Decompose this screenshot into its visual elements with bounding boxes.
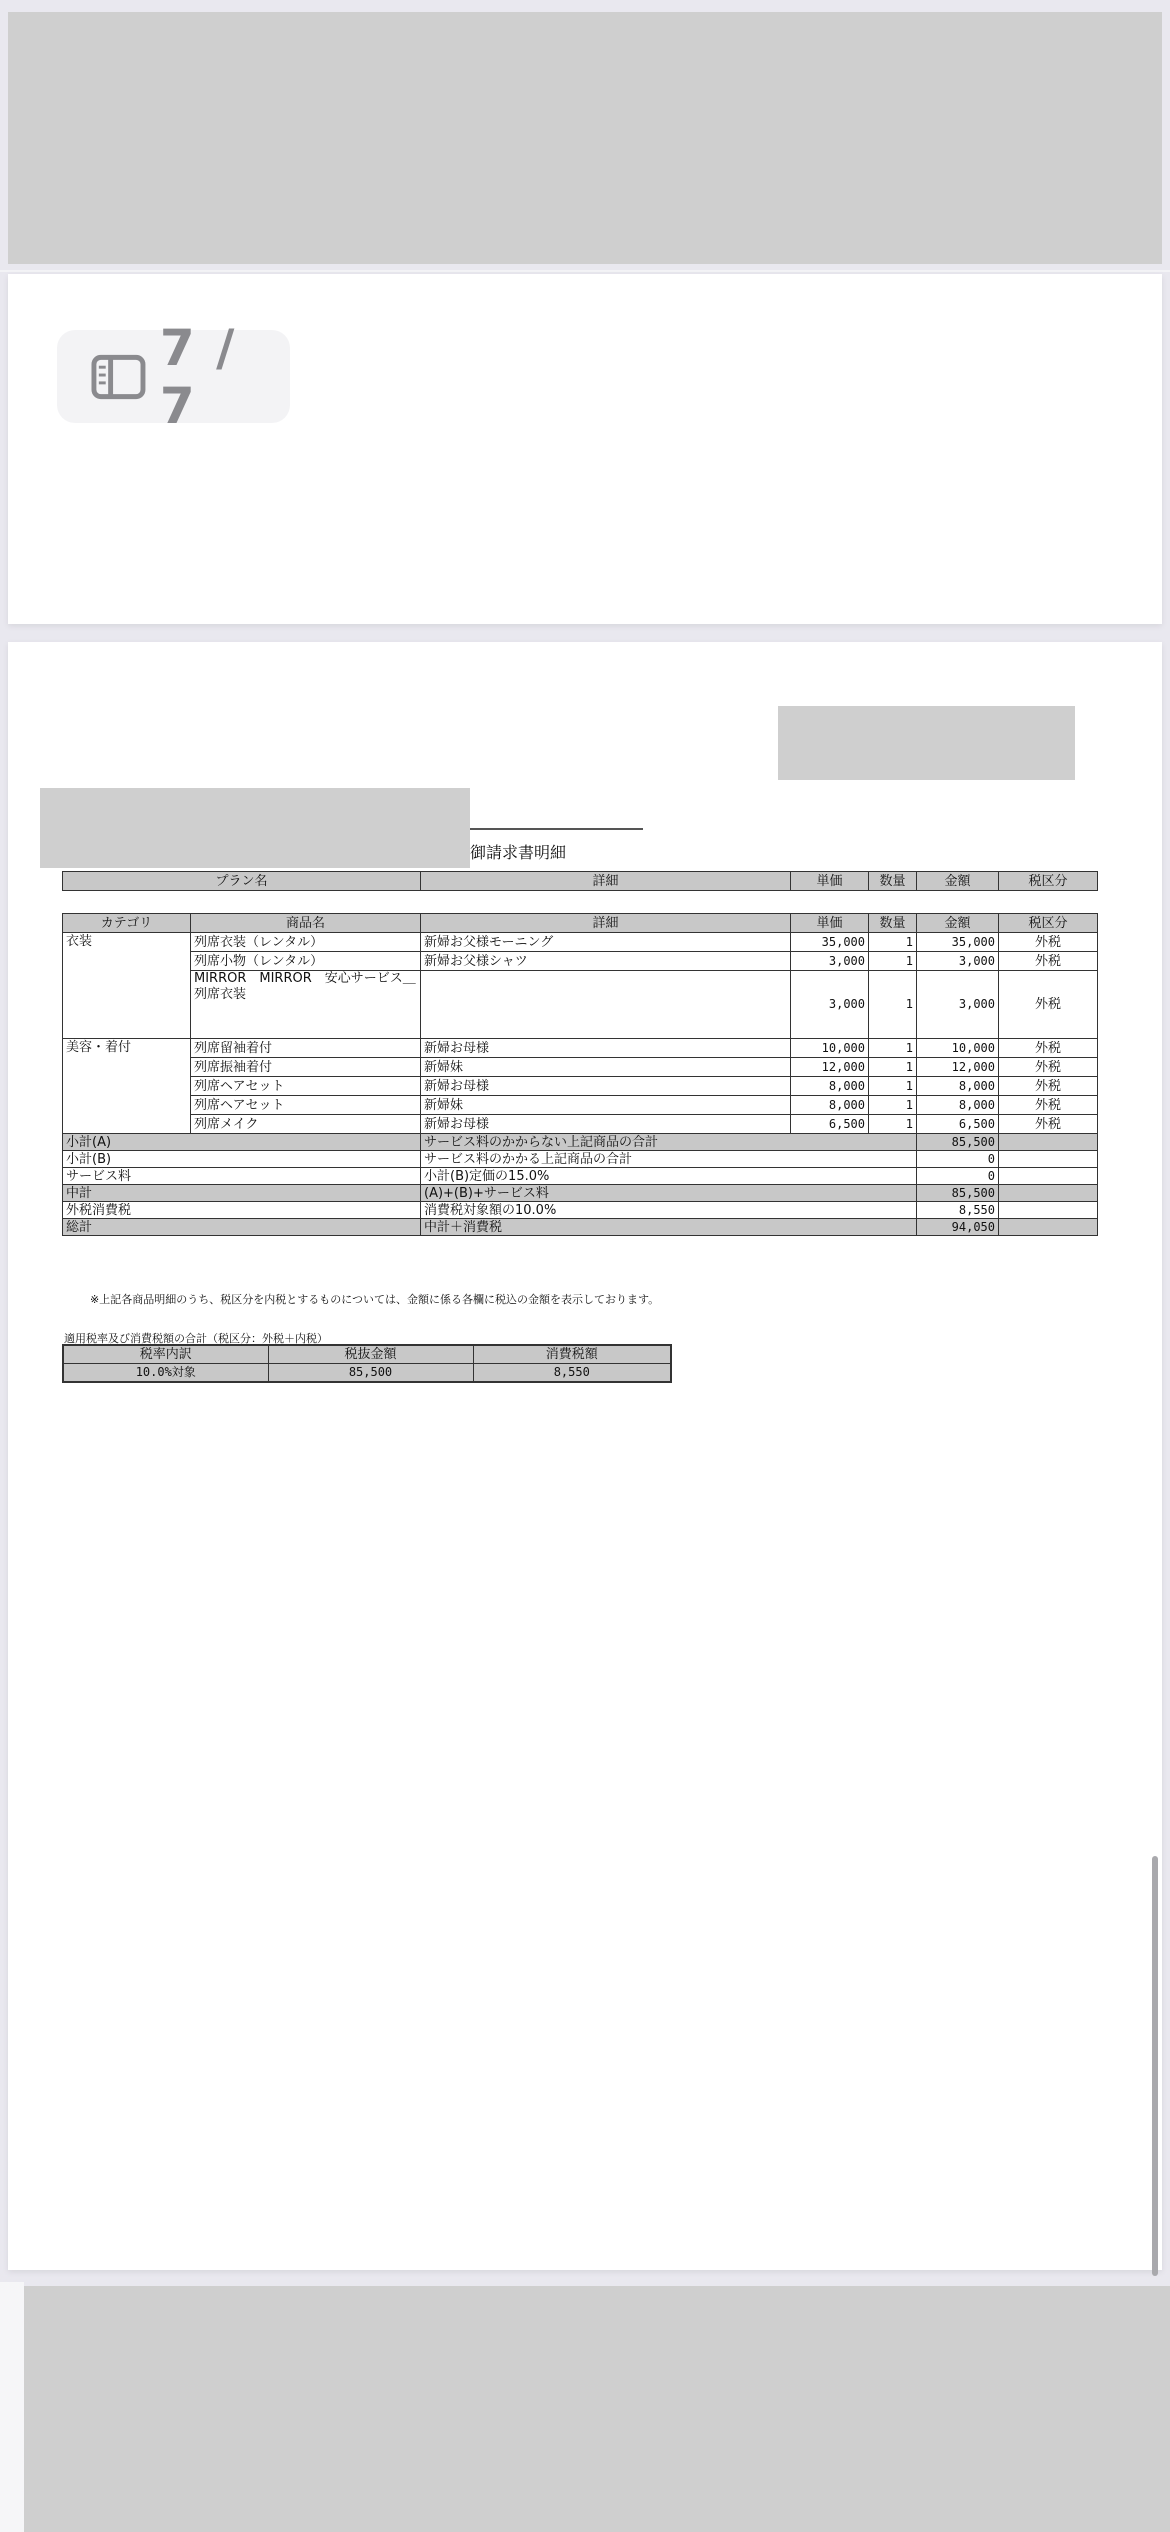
table-row <box>63 1115 1098 1134</box>
table-row <box>63 1058 1098 1077</box>
table-row <box>63 952 1098 971</box>
summary-empty <box>999 1202 1098 1219</box>
qty: 1 <box>869 1096 917 1115</box>
summary-detail: 消費税対象額の10.0% <box>421 1202 917 1219</box>
table-row <box>63 1096 1098 1115</box>
col-tax: 税区分 <box>999 872 1098 891</box>
col-qty: 数量 <box>869 872 917 891</box>
col-amount: 金額 <box>917 914 999 933</box>
product-name: 列席メイク <box>191 1115 421 1134</box>
bottom-margin <box>0 2282 24 2532</box>
detail: 新婦お父様モーニング <box>421 933 791 952</box>
amount: 8,000 <box>917 1096 999 1115</box>
redacted-block <box>40 788 470 868</box>
scrollbar[interactable] <box>1152 1856 1158 2276</box>
detail: 新婦妹 <box>421 1058 791 1077</box>
detail <box>421 971 791 1039</box>
col-qty: 数量 <box>869 914 917 933</box>
product-name: 列席ヘアセット <box>191 1077 421 1096</box>
summary-row <box>63 1185 1098 1202</box>
col-plan-name: プラン名 <box>63 872 421 891</box>
summary-empty <box>999 1151 1098 1168</box>
amount: 3,000 <box>917 971 999 1039</box>
summary-row <box>63 1134 1098 1151</box>
product-name: 列席小物（レンタル） <box>191 952 421 971</box>
tax-type: 外税 <box>999 1039 1098 1058</box>
unit-price: 8,000 <box>791 1077 869 1096</box>
summary-row <box>63 1151 1098 1168</box>
col-tax-amount: 消費税額 <box>473 1345 671 1364</box>
page-indicator[interactable] <box>57 318 290 435</box>
amount: 3,000 <box>917 952 999 971</box>
detail: 新婦妹 <box>421 1096 791 1115</box>
amount: 10,000 <box>917 1039 999 1058</box>
amount: 6,500 <box>917 1115 999 1134</box>
qty: 1 <box>869 1077 917 1096</box>
detail: 新婦お母様 <box>421 1077 791 1096</box>
summary-row <box>63 1202 1098 1219</box>
summary-label: 小計(B) <box>63 1151 421 1168</box>
tax-rate: 10.0%対象 <box>63 1364 268 1383</box>
qty: 1 <box>869 1039 917 1058</box>
col-tax-rate: 税率内訳 <box>63 1345 268 1364</box>
unit-price: 3,000 <box>791 971 869 1039</box>
summary-amount: 85,500 <box>917 1134 999 1151</box>
summary-amount: 8,550 <box>917 1202 999 1219</box>
table-row <box>63 1077 1098 1096</box>
tax-type: 外税 <box>999 1096 1098 1115</box>
tax-type: 外税 <box>999 933 1098 952</box>
summary-amount: 0 <box>917 1151 999 1168</box>
sidebar-panel-icon <box>91 354 146 400</box>
summary-label: 外税消費税 <box>63 1202 421 1219</box>
product-name: 列席振袖着付 <box>191 1058 421 1077</box>
col-detail: 詳細 <box>421 914 791 933</box>
amount: 35,000 <box>917 933 999 952</box>
product-name: MIRROR MIRROR 安心サービス＿列席衣装 <box>191 971 421 1039</box>
summary-label: 中計 <box>63 1185 421 1202</box>
items-table <box>62 913 1098 1236</box>
category-cell: 美容・着付 <box>63 1039 191 1134</box>
product-name: 列席ヘアセット <box>191 1096 421 1115</box>
tax-type: 外税 <box>999 952 1098 971</box>
tax-amount: 8,550 <box>473 1364 671 1383</box>
summary-label: 小計(A) <box>63 1134 421 1151</box>
unit-price: 3,000 <box>791 952 869 971</box>
summary-detail: サービス料のかかる上記商品の合計 <box>421 1151 917 1168</box>
qty: 1 <box>869 952 917 971</box>
col-tax: 税区分 <box>999 914 1098 933</box>
qty: 1 <box>869 933 917 952</box>
col-amount: 金額 <box>917 872 999 891</box>
qty: 1 <box>869 1058 917 1077</box>
summary-amount: 94,050 <box>917 1219 999 1236</box>
category-cell: 衣装 <box>63 933 191 1039</box>
summary-empty <box>999 1185 1098 1202</box>
qty: 1 <box>869 971 917 1039</box>
unit-price: 10,000 <box>791 1039 869 1058</box>
tax-type: 外税 <box>999 1115 1098 1134</box>
amount: 8,000 <box>917 1077 999 1096</box>
redacted-footer-area <box>24 2286 1170 2532</box>
summary-amount: 0 <box>917 1168 999 1185</box>
col-unit-price: 単価 <box>791 914 869 933</box>
detail: 新婦お母様 <box>421 1115 791 1134</box>
product-name: 列席留袖着付 <box>191 1039 421 1058</box>
redacted-block <box>778 706 1075 780</box>
title-rule <box>470 828 643 830</box>
table-row <box>63 971 1098 1039</box>
table-row <box>63 1039 1098 1058</box>
plan-header-table <box>62 871 1098 891</box>
summary-label: サービス料 <box>63 1168 421 1185</box>
col-detail: 詳細 <box>421 872 791 891</box>
unit-price: 8,000 <box>791 1096 869 1115</box>
tax-type: 外税 <box>999 1058 1098 1077</box>
summary-empty <box>999 1168 1098 1185</box>
unit-price: 6,500 <box>791 1115 869 1134</box>
summary-detail: サービス料のかからない上記商品の合計 <box>421 1134 917 1151</box>
redacted-header-area <box>8 12 1162 264</box>
unit-price: 35,000 <box>791 933 869 952</box>
summary-row <box>63 1219 1098 1236</box>
detail: 新婦お母様 <box>421 1039 791 1058</box>
summary-empty <box>999 1219 1098 1236</box>
tax-summary-table <box>62 1344 672 1383</box>
divider <box>0 270 1170 272</box>
col-product: 商品名 <box>191 914 421 933</box>
summary-amount: 85,500 <box>917 1185 999 1202</box>
amount: 12,000 <box>917 1058 999 1077</box>
summary-label: 総計 <box>63 1219 421 1236</box>
pre-tax-amount: 85,500 <box>268 1364 473 1383</box>
product-name: 列席衣装（レンタル） <box>191 933 421 952</box>
table-row <box>63 933 1098 952</box>
page-count: 7 / 7 <box>159 318 237 435</box>
tax-type: 外税 <box>999 971 1098 1039</box>
col-unit-price: 単価 <box>791 872 869 891</box>
qty: 1 <box>869 1115 917 1134</box>
tax-note: ※上記各商品明細のうち、税区分を内税とするものについては、金額に係る各欄に税込の金額を表示しております。 <box>90 1293 660 1306</box>
document-title: 御請求書明細 <box>470 843 567 862</box>
tax-type: 外税 <box>999 1077 1098 1096</box>
col-category: カテゴリ <box>63 914 191 933</box>
unit-price: 12,000 <box>791 1058 869 1077</box>
detail: 新婦お父様シャツ <box>421 952 791 971</box>
summary-detail: 小計(B)定価の15.0% <box>421 1168 917 1185</box>
tax-caption: 適用税率及び消費税額の合計（税区分：外税＋内税） <box>64 1332 328 1345</box>
summary-detail: (A)+(B)+サービス料 <box>421 1185 917 1202</box>
col-pre-tax: 税抜金額 <box>268 1345 473 1364</box>
summary-row <box>63 1168 1098 1185</box>
summary-empty <box>999 1134 1098 1151</box>
summary-detail: 中計＋消費税 <box>421 1219 917 1236</box>
